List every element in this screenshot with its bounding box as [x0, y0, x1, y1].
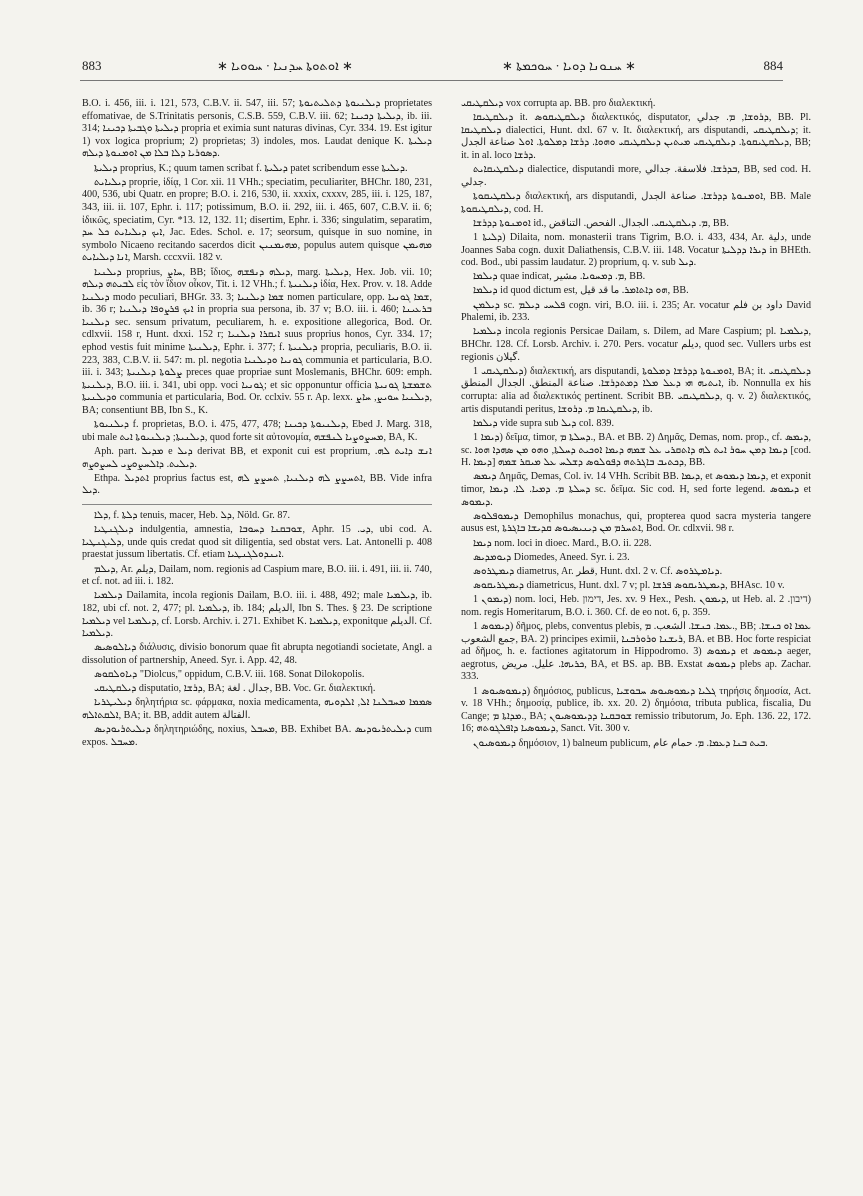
dictionary-entry: ܕܝܠܡ, Ar. ܕيلم, Dailam, nom. regionis ad Caspium mare, B.O. iii. i. 491, iii. ii. 740, et cf. not. ad iii. i. 182. — [82, 563, 432, 588]
dictionary-entry: ܕܝܠܩܛܝܩܝ disputatio, ܕܪܫܐ, BA; جدال . لغة, BB. Voc. Gr. διαλεκτική. — [94, 683, 376, 695]
right-column — [461, 98, 811, 1196]
dictionary-entry: ܕܝܠܩܛܝܩܝ 1) διαλεκτική, ars disputandi, ܐܘܡܢܘܬܐ ܕܕܪܫܐ ܕܡܠܘܬܐ, BA; it. ܕܝܠܩܛܝܩܝ ܐܝܬܝܗ ܗܝ ܕܥܠ ܡܠܐ ܕܡܬܕܪܫܐ. صناعة المنطق. الجدال المنطق, ib. Nonnulla ex his corrupta: alia ad διαλεκτικός pertinent. Scribit BB. ܕܝܠܩܛܝܩܝ, q. v. 2) διαλεκτικός, artis disputandi peritus, ܕܝܠܩܛܝܩܐ ܡ. ܕܪܘܫܐ, ib. — [461, 365, 811, 415]
right-running-title: ∗ ܚܢܘܢܐ ܕܘܝܐ · ܚܘܟܡܬܐ ∗ — [502, 58, 636, 73]
left-page-number: 883 — [82, 58, 102, 73]
dictionary-entry: ܕܠܐ, f. ܕܠܬܐ tenuis, macer, Heb. ܕܠ, Nöld. Gr. 87. — [94, 509, 290, 521]
dictionary-entry: ܕܝܘܡܕܝܣ Diomedes, Aneed. Syr. i. 23. — [473, 551, 630, 563]
dictionary-entry: ܕܝܡܘܣ 1) δῆμος, plebs, conventus plebis, ܥܡܐ. ܟܢܫܐ. الشعب. ܡ., BB; ܥܡܐ ܐܘ ܟܢܫܐ. جمع الشعوب, BA. 2) principes eximii, ܪܝܫܢܐ ܘܪܘܪܒܢܐ, BA. et BB. Hoc forte respiciat ad δῆμος, h. e. factiones agitatorum in Hippodromo. 3) ܕܝܡܘܣ et ܕܝܡܘܣ aeger, aegrotus, ܟܪܝܗܐ. عليل. مريض, BA, et BS. ap. BB. Exstat ܕܝܡܘܣ plebs ap. Zachar. 333. — [461, 621, 811, 683]
dictionary-entry: ܕܝܠܝܬܐ proprius, K.; quum tamen scribat f. ܕܝܠܝܬܐ patet scribendum esse ܕܝܠܝܬܐ. — [94, 162, 408, 174]
dictionary-entry: ܕܝܠܓܢܛܝܐ indulgentia, amnestia, ܫܘܒܩܢܐ ܕܚܘܒܐ, Aphr. ܕܝ. 15, ubi cod. A. ܕܠܝܓܢܛܝܐ, unde quis credat quod sit diligentia, sed obstat vers. Lat. Antonelli p. 408 praestat jussum libertatis. Cf. etiam ܐܝܢܕܘܠܓܢܛܝܐ. — [82, 524, 432, 561]
dictionary-entry: ܕܠܝܬܐ 1) Dilaita, nom. monasterii trans Tigrim, B.O. i. 433, 434, Ar. دلية, unde Joannes Saba cogn. duxit Daliathensis, C.B.V. iii. 148. Vocatur ܕܝܪܐ ܕܕܠܝܬܐ in BHEth. cod. Bod., ubi passim laudatur. 2) proprium, q. v. sub ܕܝܠ. — [461, 231, 811, 269]
dictionary-entry: ܐܘܡܢܘܬܐ ܕܕܪܫܐ id., ܡ. ܕܝܠܩܛܝܩܝ. الجدال. الفحص. التناقض, BB. — [473, 217, 729, 229]
dictionary-entry: ܕܝܡܐ 1) δεῖμα, timor, ܕܚܠܬܐ ܡ., BA. et BB. 2) Δημᾶς, Demas, nom. prop., cf. ܕܝܡܣ, sc. ܕܝܡܐ ܕܡܢ ܚܘܪ ܐܝܬ ܠܗ ܕܐܬܩܪܝ ܥܠ ܫܡܗ ܕܝܡܐ ܐܘܟܝܬ ܕܚܠܬܐ, ܘܗܘ ܡܢ ܣܗܕܐ ܗܘܐ [cod. H. ܕܝܡܐ] ܕܟܬܝܒ ܒܐܓܪܬܗ ܕܦܘܠܘܣ ܕܫܠܚ ܥܠ ܡܝܩܪ ܫܡܗ, BB. — [461, 431, 811, 469]
dictionary-entry: ܕܝܡܘܦܠܘܣ Demophilus monachus, qui, propterea quod sacra mysteria tangere ausus est, ܐܬܚܪܡ ܡܢ ܕܝܢܝܣܝܘܣ ܩܕܝܫܐ ܒܐܓܪܬܐ, Bod. Or. cdlxvii. 98 r. — [461, 510, 811, 535]
dictionary-entry: ܕܝܠܡܐ id quod dictum est, ܗܘ ܕܐܬܐܡܪ. ما قد قيل, BB. — [473, 285, 689, 297]
dictionary-entry: ܕܝܠܩܛܝܩܘܬܐ διαλεκτική, ars disputandi, ܐܘܡܢܘܬܐ ܕܕܪܫܐ. صناعة الجدل, BB. Male ܕܝܠܩܛܝܩܘܬܐ, cod. H. — [461, 190, 811, 215]
dictionary-entry: ܕܝܠܢܝܐ proprius, ܚܐܨ, BB; ἴδιος, ܕܝܠܗ ܕܢܦܫܗ, marg. ܕܝܠܝܬܐ, Hex. Job. vii. 10; ܠܒܝܬܗ ܕܝܠܗ εἰς τὸν ἴδιον οἶκον, Tit. i. 12 VHh.; f. ܕܝܠܢܝܬܐ ἰδία, Hex. Prov. v. 18. Adde ܕܝܠܢܝܐ modo peculiari, BHGr. 33. 3; ܫܡܐ ܕܝܠܢܝܐ nomen particulare, opp. ܫܡܐ ܓܘܢܝܐ, ib. 36 r; ܐܝܟ ܦܪܨܘܦܐ ܕܝܠܢܝܐ in propria sua persona, ib. 37 v; B.O. iii. i. 460; ܒܪܥܝܢܐ ܕܝܠܢܝܐ sec. sensum privatum, peculiarem, h. e. expositione allegorica, Bod. Or. cdlxvii. 158 r, Hunt. dxxi. 152 r; ܐܝܩܪܐ ܕܝܠܢܝܐ suus proprius honos, Cyr. 334. 17; ephod vestis fuit minime ܕܝܠܢܝܬܐ, Ephr. i. 377; f. ܕܝܠܢܝܬܐ propria, peculiaris, B.O. ii. 223, 383, C.B.V. ii. 547: m. pl. negotia ܓܘܢܝܐ ܘܕܝܠܢܝܐ communia et particularia, B.O. iii. i. 343; ܨܠܘܬܐ ܕܝܠܢܝܬܐ preces quae propriae sunt Moslemanis, BHChr. 609: emph. ܕܝܠܢܝܬܐ, B.O. iii. i. 341, ubi opp. voci ܓܘܢܝܐ; et sic opponuntur officia ܬܫܡܫܬܐ ܓܘܢܝܬܐ ܘܕܝܠܢܝܬܐ communia et particularia, Bod. Or. cclxiv. 55 r. Ap. lexx. ܕܝܠܢܝܐ ܚܘܝܨ, ܚܐܨ, BA; consentiunt BB, Ibn S., K. — [82, 266, 432, 417]
dictionary-entry: ܕܝܠܝܐܝܬ proprie, ἰδίᾳ, 1 Cor. xii. 11 VHh.; speciatim, peculiariter, BHChr. 180, 231, 400, 536, ubi Quatr. en propre; B.O. i. 216, 530, ii. xxxix, cxxxv, 285, iii. i. 125, 187, 343, iii. ii. 107, Ephr. i. 117; potissimum, B.O. ii. 292, iii. i. 465, 607, C.B.V. ii. 6; ἰδικῶς, speciatim, Cyr. *13. 12, 132. 11; disertim, Ephr. i. 336; singulatim, separatim, ܐܝܟ ܕܝܠܝܐܝܬ ܟܠ ܚܕ, Jac. Edes. Schol. e. 17; seorsum, quisque in suo nomine, in symbolo Nicaeno recitando sacerdos dicit ܡܗܝܡܢܝܢ, populus autem quisque ܡܗܝܡܢ ܐܢܐ ܕܝܠܝܐܝܬ, Marsh. cccxvii. 182 v. — [82, 176, 432, 264]
dictionary-entry: ܕܝܡܐ nom. loci in dioec. Mard., B.O. ii. 228. — [473, 537, 652, 549]
dictionary-entry: Aph. part. ܡܕܝܠ e ܕܝܠ derivat BB, et exponit cui est proprium, ܐܢܫ ܕܐܝܬ ܠܗ. ܕܝܠܝܬ. ܕܐܠܚܨܘܨܝ ܠܚܨܘܨܗ. — [82, 446, 432, 470]
dictionary-entry: ܕܝܡܛܪܘܣ diametrus, Ar. قطر, Hunt. dxl. 2 v. Cf. ܕܝܐܡܛܪܘܣ. — [473, 565, 723, 577]
dictionary-entry: ܕܝܡܘܣܝܘܢ δημόσιον, 1) balneum publicum, ܒܝܬ ܒܢܐ ܕܥܡܐ. ܡ. حمام عام. — [473, 737, 768, 749]
dictionary-entry: ܕܝܠܡܝܐ Dailamita, incola regionis Dailam, B.O. iii. i. 488, 492; male ܕܝܠܡܝܐ, ib. 182, ubi cf. not. 2, 477; pl. ܕܝܠܡܝܐ, ib. 184; الديلم, Ibn S. Thes. § 23. De scriptione ܕܝܠܡܝܐ vel ܕܝܠܡܝܐ, cf. Lorsb. Archiv. i. 271. Exhibet K. ܕܝܠܡܝܐ, exponitque الديلم. Cf. ܕܝܠܡܝܐ. — [82, 590, 432, 640]
dictionary-entry: ܕܝܠܩܛܝܩܐ it. ܕܝܠܩܛܝܩܘܣ διαλεκτικός, disputator, ܕܪܘܫܐ, ܡ. جدلي, BB. Pl. ܕܝܠܩܛܝܩܐ dialectici, Hunt. dxl. 67 v. It. διαλεκτική, ars disputandi, ܕܝܠܩܛܝܩܝ; it. ܕܝܠܩܛܝܩܘܬܐ. ܕܝܠܩܛܝܩܝ ܡܝܬܝܢ ܕܝܠܩܛܝܩܝ ܘܗܘܐ. ܕܪܫܐ ܕܡܠܘܬܐ. ܐܘܠ صناعة الجدل, BB; it. in al. loco ܕܪܫܐ. — [461, 112, 811, 161]
dictionary-entry: ܕܝܡܘܢ 1) nom. loci, Heb. דימון, Jes. xv. 9 Hex., Pesh. ܕܝܡܘܢ, ut Heb. al. דיבון. 2) nom. regis Homeritarum, B.O. i. 360. Cf. de eo not. 6, p. 359. — [461, 594, 811, 618]
left-running-title: ∗ ܐܘܬܘܬܐ ܚܕܢܝܐ · ܚܘܘܝܐ ∗ — [217, 58, 353, 73]
dictionary-entry: ܕܝܠܝܛܪܝܐ δηλητήρια sc. φάρμακα, noxia medicamenta, ܣܡܡܐ ܡܚܒܠܢܐ ܐܠ, ܐܠܕܘܝܗ ܐܠܩܬܐܠܗ, BA; it. BB, addit autem الفتالة. — [82, 697, 432, 722]
dictionary-entry: ܕܝܠܡܝܐ incola regionis Persicae Dailam, s. Dilem, ad Mare Caspium; pl. ܕܝܠܡܝܐ, BHChr. 128. Cf. Lorsb. Archiv. i. 270. Pers. vocatur ديلم, quod sec. Vullers urbs est regionis گيلان. — [461, 326, 811, 363]
section-divider — [82, 504, 432, 505]
running-header — [22, 58, 841, 82]
dictionary-entry: ܕܝܠܩܛܝܩܝ vox corrupta ap. BB. pro διαλεκτική. — [461, 98, 656, 109]
dictionary-entry: ܕܝܡܣ Δημᾶς, Demas, Col. iv. 14 VHh. Scribit BB. ܕܝܡܐ, et ܕܝܡܐ ܕܝܡܘܣ, et exponit timor, ܕܚܠܬܐ ܡ. ܕܡܝܐ. ܠܐ. ܕܝܡܐ sc. δεῖμα. Sic cod. H, sed forte legend. ܕܝܡܘܣ et ܕܝܡܘܣ. — [461, 471, 811, 508]
dictionary-entry: Ethpa. ܐܬܕܝܠ proprius factus est, ܐܬܚܨܨ ܠܗ ܕܝܠܢܝܐ, ܬܚܨܨ ܠܗ, BB. Vide infra ܕܝܠ. — [82, 472, 432, 497]
dictionary-entry: ܕܝܠܡܢ sc. ܦܠܚܝ ܕܝܠܡ cogn. viri, B.O. iii. i. 235; Ar. vocatur داود بن فلم David Phalemi, ib. 233. — [461, 299, 811, 324]
dictionary-entry: B.O. i. 456, iii. i. 121, 573, C.B.V. ii. 547, iii. 57; ܕܝܠܢܝܘܬܐ ܕܬܠܝܬܝܘܬܐ proprietates effomativae, de S.Trinitatis personis, C.S.B. 559, C.B.V. iii. 62; ܕܝܠܝܬܐ ܕܟܝܢܐ, ib. iii. 314; ܕܝܠܝܬܐ ܘܓܒܝܬܐ ܕܟܝܢܐ propria et eximia sunt naturas divinas, Cyr. 334. 19. Est igitur 1) vox logica proprium; 2) proprietas; 3) indoles, mos. Laudat denique K. ܕܝܠܝܬܐ ܕܣܘܪܝܐ ܕܠܐ ܒܠܐ ܡܢ ܐܘܡܢܘܬܐ ܕܝܠܗ. — [82, 98, 432, 160]
dictionary-entry: ܕܝܠܡܐ quae indicat, ܡ. ܕܡܚܘܝܐ. مشير, BB. — [473, 271, 646, 283]
dictionary-entry: ܕܝܠܝܬܪܝܘܕܝܣ δηλητηριώδης, noxius, ܡܚܒܠ, BB. Exhibet BA. ܕܝܠܝܬܪܝܘܕܝܣ cum expos. ܡܚܒܠ. — [82, 724, 432, 748]
dictionary-entry: ܕܝܐܠܘܣܝܣ διάλυσις, divisio bonorum quae fit abrupta negotiandi societate, Angl. a dissolution of partnership, Aneed. Syr. i. App. 42, 48. — [82, 642, 432, 666]
dictionary-entry: ܕܝܠܢܝܘܬܐ f. proprietas, B.O. i. 475, 477, 478; ܕܝܠܢܝܘܬܐ ܕܟܝܢܐ, Ebed J. Marg. 318, ubi male ܕܝܠܢܝܬܐ; ܕܝܠܢܝܘܬܐ ܐܝܬ, quod forte sit αὐτονομία, ܡܚܨܘܨܝܐ ܠܢܦܫܗ, BA, K. — [82, 419, 432, 443]
dictionary-entry: ܕܝܐܘܠܩܘܣ "Diolcus," oppidum, C.B.V. iii. 168. Sonat Dilokopolis. — [94, 669, 365, 681]
header-rule — [80, 80, 783, 81]
dictionary-entry: ܕܝܡܛܪܝܩܘܣ diametricus, Hunt. dxl. 7 v; pl. ܕܝܡܛܪܝܩܘܣ ܦܪܫܐ, BHAsc. 10 v. — [473, 580, 785, 592]
dictionary-entry: ܕܝܠܡܐ vide supra sub ܕܝܠ col. 839. — [473, 417, 614, 429]
right-page-number: 884 — [763, 58, 783, 73]
dictionary-entry: ܕܝܠܩܛܝܩܐܝܬ dialectice, disputandi more, ܒܕܪܫܐ. فلاسفة. جدالي, BB, sed cod. H. جدلي. — [461, 164, 811, 188]
dictionary-entry: ܕܝܡܘܣܝܘܣ 1) δημόσιος, publicus, ܓܠܝܐ ܕܝܡܘܣܝܘܣ ܚܒܘܫܝܐ τηρήσις δημοσία, Act. v. 18 VHh.; δημοσίᾳ, publice, ib. xx. 20. 2) δημόσια, tributa publica, fiscalia, Du Cange; ܡܕܐܬܐ ܡ., BA; ܫܘܒܩܢܐ ܕܕܝܡܘܣܝܘܢ remissio tributorum, Jo. Eph. 136. 22, 172. 16; ܕܝܡܘܣܝܐ ܕܐܦܠܓܘܬܗ, Sanct. Vit. 300 v. — [461, 685, 811, 735]
left-column — [82, 98, 432, 1196]
